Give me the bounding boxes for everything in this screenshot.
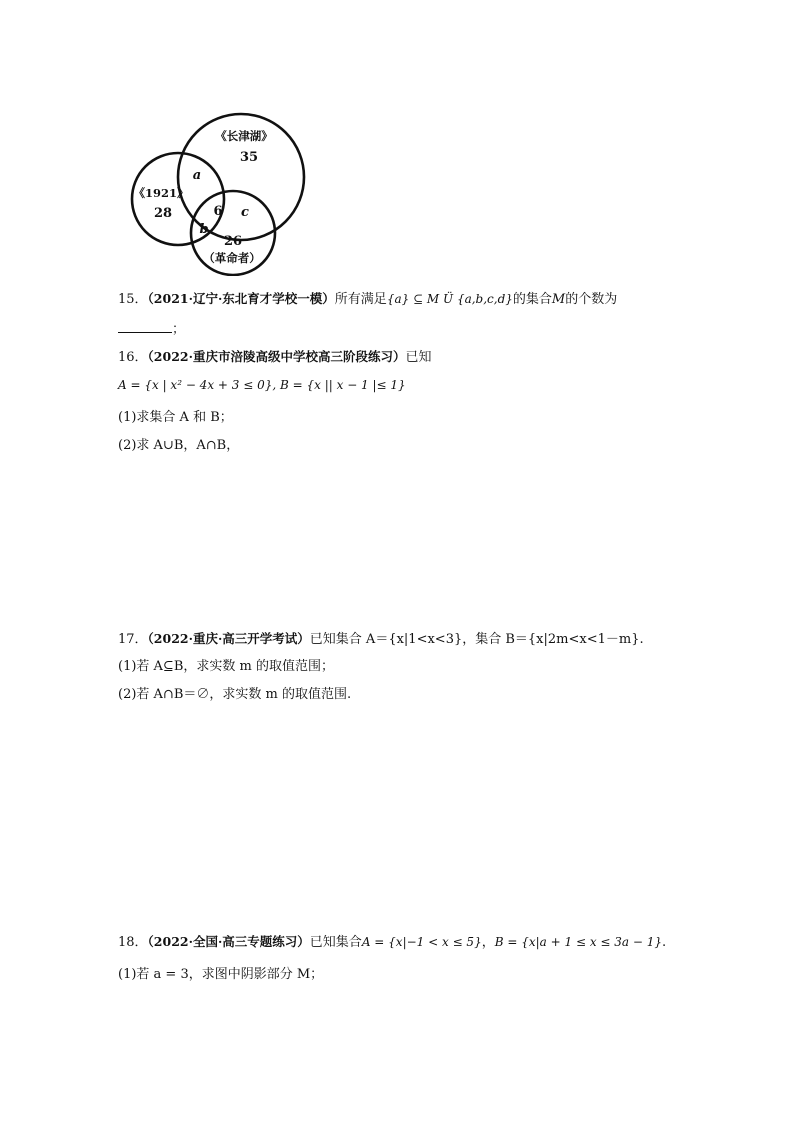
q18-end: . bbox=[662, 935, 667, 950]
q18-number: 18． bbox=[118, 935, 148, 950]
q18-text-pre: 已知集合 bbox=[309, 935, 362, 950]
region-c: c bbox=[241, 205, 249, 220]
q15-text-mid: 的集合 bbox=[512, 292, 552, 307]
venn-diagram bbox=[128, 104, 312, 276]
q16-part2: (2)求 A∪B，A∩B， bbox=[118, 438, 240, 453]
region-center: 6 bbox=[213, 204, 223, 219]
label-left: 《1921》 bbox=[133, 186, 189, 200]
q18-set-a: A = {x|−1 < x ≤ 5} bbox=[361, 935, 482, 949]
q17-line bbox=[118, 630, 644, 649]
q16-part1: (1)求集合 A 和 B； bbox=[118, 410, 233, 425]
q17-part1: (1)若 A⊆B，求实数 m 的取值范围； bbox=[118, 659, 334, 674]
q18-set-b: B = {x|a + 1 ≤ x ≤ 3a − 1} bbox=[494, 935, 663, 949]
q16-text: 已知 bbox=[405, 350, 432, 365]
q16-source: （2022·重庆市涪陵高级中学校高三阶段练习） bbox=[147, 349, 406, 364]
q17-number: 17． bbox=[118, 632, 148, 647]
q15-answer-line bbox=[118, 320, 185, 339]
region-b: b bbox=[199, 222, 209, 237]
count-bottom: 26 bbox=[223, 234, 243, 249]
label-top: 《长津湖》 bbox=[215, 129, 273, 143]
q17-source: （2022·重庆·高三开学考试） bbox=[147, 631, 310, 646]
q15-source: （2021·辽宁·东北育才学校一模） bbox=[147, 291, 335, 306]
q18-part1: (1)若 a = 3，求图中阴影部分 M； bbox=[118, 967, 324, 982]
q15-number: 15． bbox=[118, 292, 148, 307]
q15-text-post: 的个数为 bbox=[565, 292, 618, 307]
q15-text-pre: 所有满足 bbox=[334, 292, 387, 307]
q18-line bbox=[118, 933, 666, 952]
q18-sep: ， bbox=[481, 935, 495, 950]
q16-sets: A = {x | x² − 4x + 3 ≤ 0}, B = {x || x − 1 |≤ 1} bbox=[118, 378, 406, 392]
q15-blank-end: ； bbox=[172, 322, 186, 337]
q15-math: {a} ⊆ M Ü {a,b,c,d} bbox=[386, 292, 513, 306]
q16-line bbox=[118, 348, 431, 367]
q17-text: 已知集合 A＝{x|1<x<3}，集合 B＝{x|2m<x<1－m}. bbox=[309, 632, 644, 647]
q15-answer-blank[interactable] bbox=[118, 320, 172, 333]
label-bottom: （革命者） bbox=[203, 251, 261, 265]
q18-source: （2022·全国·高三专题练习） bbox=[147, 934, 310, 949]
q17-part2: (2)若 A∩B＝∅，求实数 m 的取值范围. bbox=[118, 687, 352, 702]
q16-number: 16． bbox=[118, 350, 148, 365]
q15-line bbox=[118, 290, 617, 309]
count-left: 28 bbox=[153, 206, 173, 221]
q15-var-m: M bbox=[551, 292, 566, 307]
count-top: 35 bbox=[239, 150, 259, 165]
region-a: a bbox=[192, 168, 202, 183]
